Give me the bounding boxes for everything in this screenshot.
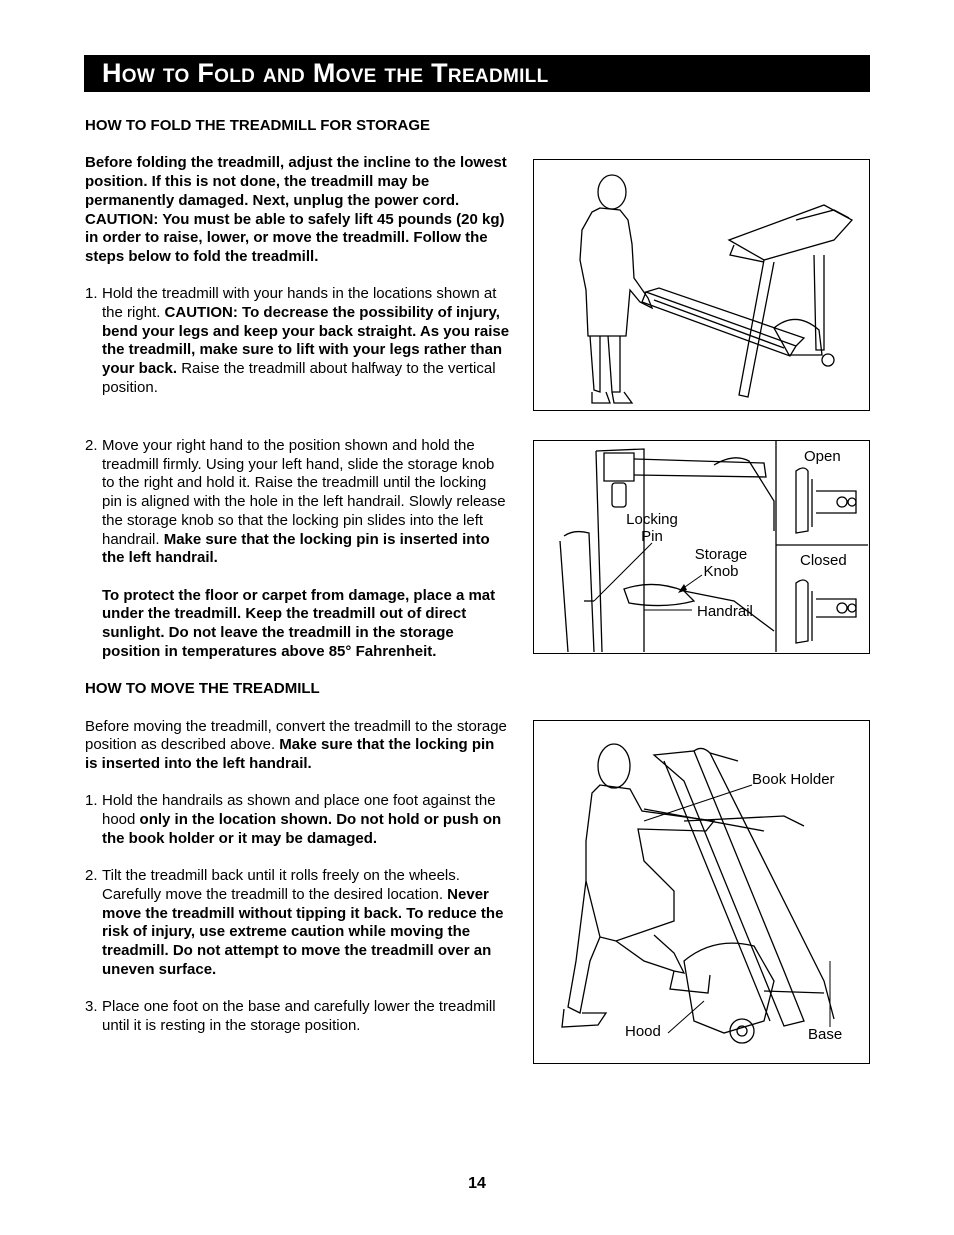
- fold-protect-note: To protect the floor or carpet from damage, place a mat under the treadmill. Keep the treadmill out of direct sunlight. Do not leave the treadmill in the storage position in temperatures above 85° Fahrenheit.: [102, 586, 496, 660]
- label-hood: Hood: [625, 1023, 661, 1040]
- label-locking-pin: [622, 511, 682, 545]
- label-handrail: Handrail: [697, 603, 753, 620]
- step-number: 1.: [85, 792, 98, 810]
- figure-move-treadmill: [533, 720, 870, 1064]
- label-book-holder: Book Holder: [752, 771, 835, 788]
- label-closed: Closed: [800, 552, 847, 569]
- step-text: Move your right hand to the position shown and hold the treadmill firmly. Using your left hand, slide the storage knob to the right and hold it. Raise the treadmill until the locking pin is aligned with the hole in the left handrail. Slowly release the storage knob so that the locking pin slides into the left handrail.: [102, 437, 506, 548]
- fold-section: [85, 117, 510, 398]
- page-number: 14: [468, 1175, 486, 1192]
- step-caution: CAUTION: To decrease the possibility of injury, bend your legs and keep your back straight. As you raise the treadmill, make sure to lift with your legs rather than your back.: [102, 304, 510, 378]
- step-text: Hold the handrails as shown and place one foot against the hood: [102, 792, 496, 828]
- move-heading: HOW TO MOVE THE TREADMILL: [85, 680, 320, 698]
- step-number: 3.: [85, 998, 98, 1015]
- step-warning: only in the location shown. Do not hold or push on the book holder or it may be damaged.: [102, 811, 502, 847]
- step-warning: Never move the treadmill without tipping it back. To reduce the risk of injury, use extreme caution while moving the treadmill. Do not attempt to move the treadmill over an uneven surface.: [102, 885, 504, 978]
- fold-step-2: [85, 437, 510, 568]
- lift-illustration: [534, 160, 868, 409]
- step-number: 1.: [85, 285, 98, 303]
- move-intro: [85, 718, 510, 774]
- step-number: 2.: [85, 867, 98, 885]
- label-storage-knob-text: Storage Knob: [694, 546, 748, 580]
- label-base: Base: [808, 1026, 843, 1043]
- figure-storage-knob: [533, 440, 870, 654]
- step-text: Place one foot on the base and carefully lower the treadmill until it is resting in the storage position.: [102, 998, 496, 1034]
- fold-heading: HOW TO FOLD THE TREADMILL FOR STORAGE: [85, 117, 430, 134]
- label-open: Open: [804, 448, 841, 465]
- move-intro-warning: Make sure that the locking pin is inserted into the left handrail.: [85, 736, 495, 772]
- label-storage-knob: [689, 546, 753, 580]
- move-step-2: [85, 867, 510, 979]
- step-text: Hold the treadmill with your hands in the locations shown at the right.: [102, 285, 497, 321]
- page-title: How to Fold and Move the Treadmill: [102, 58, 549, 88]
- fold-step-1: [85, 285, 510, 397]
- fold-section-2: [85, 437, 510, 1035]
- label-locking-pin-text: Locking Pin: [626, 511, 678, 545]
- figure-lift-treadmill: [533, 159, 870, 411]
- step-number: 2.: [85, 437, 98, 454]
- move-step-1: [85, 792, 510, 848]
- move-intro-text: Before moving the treadmill, convert the treadmill to the storage position as described above.: [85, 717, 507, 754]
- step-text: Raise the treadmill about halfway to the vertical position.: [102, 360, 496, 396]
- title-banner: [84, 55, 870, 92]
- fold-intro: Before folding the treadmill, adjust the incline to the lowest position. If this is not done, the treadmill may be permanently damaged. Next, unplug the power cord. CAUTION: You must be able to safely lift 45 pounds (20 kg) in order to raise, lower, or move the treadmill. Follow the steps below to fold the treadmill.: [85, 154, 507, 265]
- step-text: Tilt the treadmill back until it rolls freely on the wheels. Carefully move the treadmill to the desired location.: [102, 867, 460, 903]
- move-step-3: [85, 998, 510, 1035]
- step-warning: Make sure that the locking pin is inserted into the left handrail.: [102, 530, 490, 567]
